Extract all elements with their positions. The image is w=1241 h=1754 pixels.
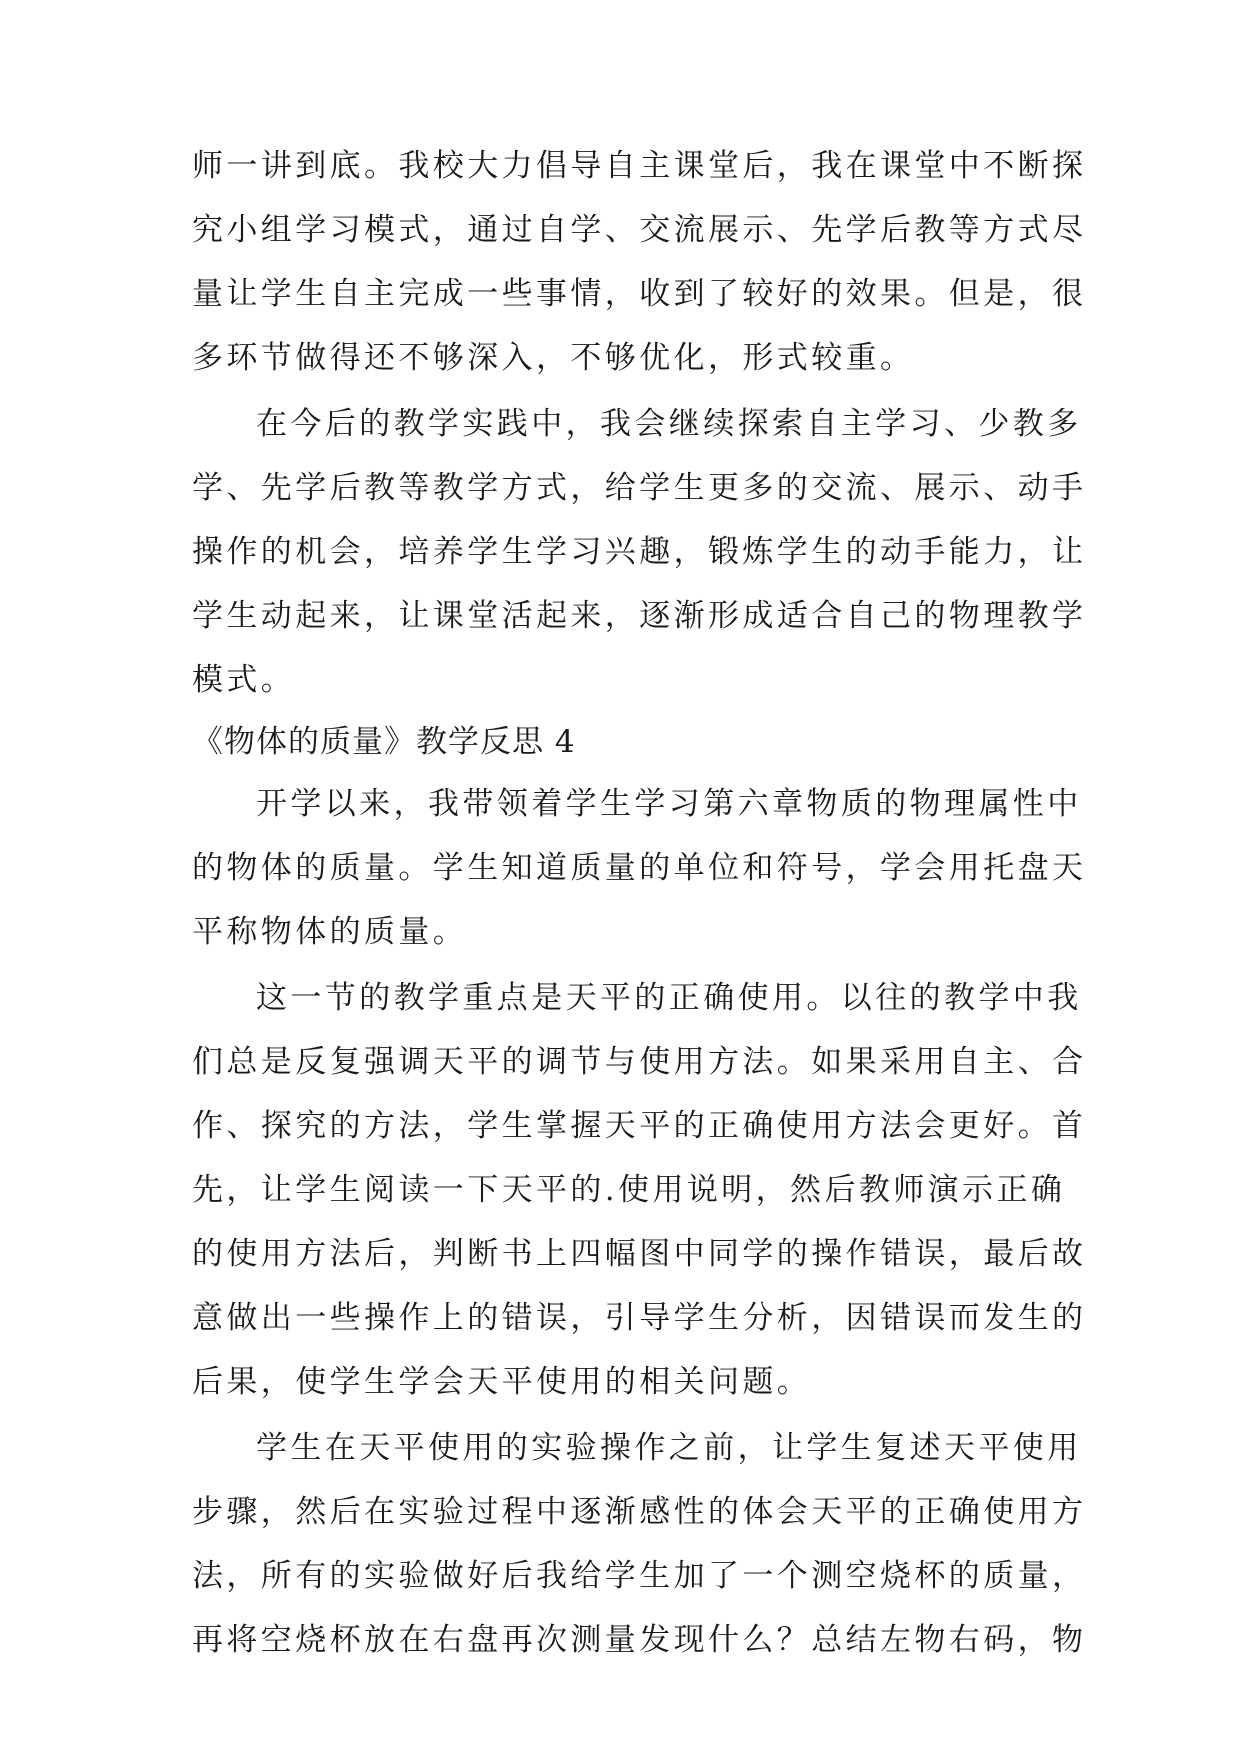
paragraph-first-line: 在今后的教学实践中，我会继续探索自主学习、少教多 [256,406,1082,442]
text-line: 操作的机会，培养学生学习兴趣，锻炼学生的动手能力，让 [192,534,1087,570]
text-line: 后果，使学生学会天平使用的相关问题。 [192,1364,812,1400]
text-line: 多环节做得还不够深入，不够优化，形式较重。 [192,340,915,376]
text-line: 学、先学后教等教学方式，给学生更多的交流、展示、动手 [192,470,1087,506]
text-line: 学生动起来，让课堂活起来，逐渐形成适合自己的物理教学 [192,598,1087,634]
text-line: 平称物体的质量。 [192,914,468,950]
text-line: 的物体的质量。学生知道质量的单位和符号，学会用托盘天 [192,850,1087,886]
text-line: 究小组学习模式，通过自学、交流展示、先学后教等方式尽 [192,212,1087,248]
text-line: 师一讲到底。我校大力倡导自主课堂后，我在课堂中不断探 [192,148,1087,184]
text-line: 的使用方法后，判断书上四幅图中同学的操作错误，最后故 [192,1236,1087,1272]
text-line: 法，所有的实验做好后我给学生加了一个测空烧杯的质量， [192,1558,1087,1594]
paragraph-first-line: 这一节的教学重点是天平的正确使用。以往的教学中我 [256,980,1082,1016]
paragraph-first-line: 开学以来，我带领着学生学习第六章物质的物理属性中 [256,786,1082,822]
text-line: 先，让学生阅读一下天平的.使用说明，然后教师演示正确 [192,1172,1066,1208]
text-line: 作、探究的方法，学生掌握天平的正确使用方法会更好。首 [192,1108,1087,1144]
text-line: 们总是反复强调天平的调节与使用方法。如果采用自主、合 [192,1044,1087,1080]
paragraph-first-line: 学生在天平使用的实验操作之前，让学生复述天平使用 [256,1430,1082,1466]
section-heading: 《物体的质量》教学反思 4 [192,724,576,760]
text-line: 再将空烧杯放在右盘再次测量发现什么？总结左物右码，物 [192,1622,1087,1658]
text-line: 模式。 [192,662,296,698]
text-line: 步骤，然后在实验过程中逐渐感性的体会天平的正确使用方 [192,1494,1087,1530]
text-line: 意做出一些操作上的错误，引导学生分析，因错误而发生的 [192,1300,1087,1336]
text-line: 量让学生自主完成一些事情，收到了较好的效果。但是，很 [192,276,1087,312]
